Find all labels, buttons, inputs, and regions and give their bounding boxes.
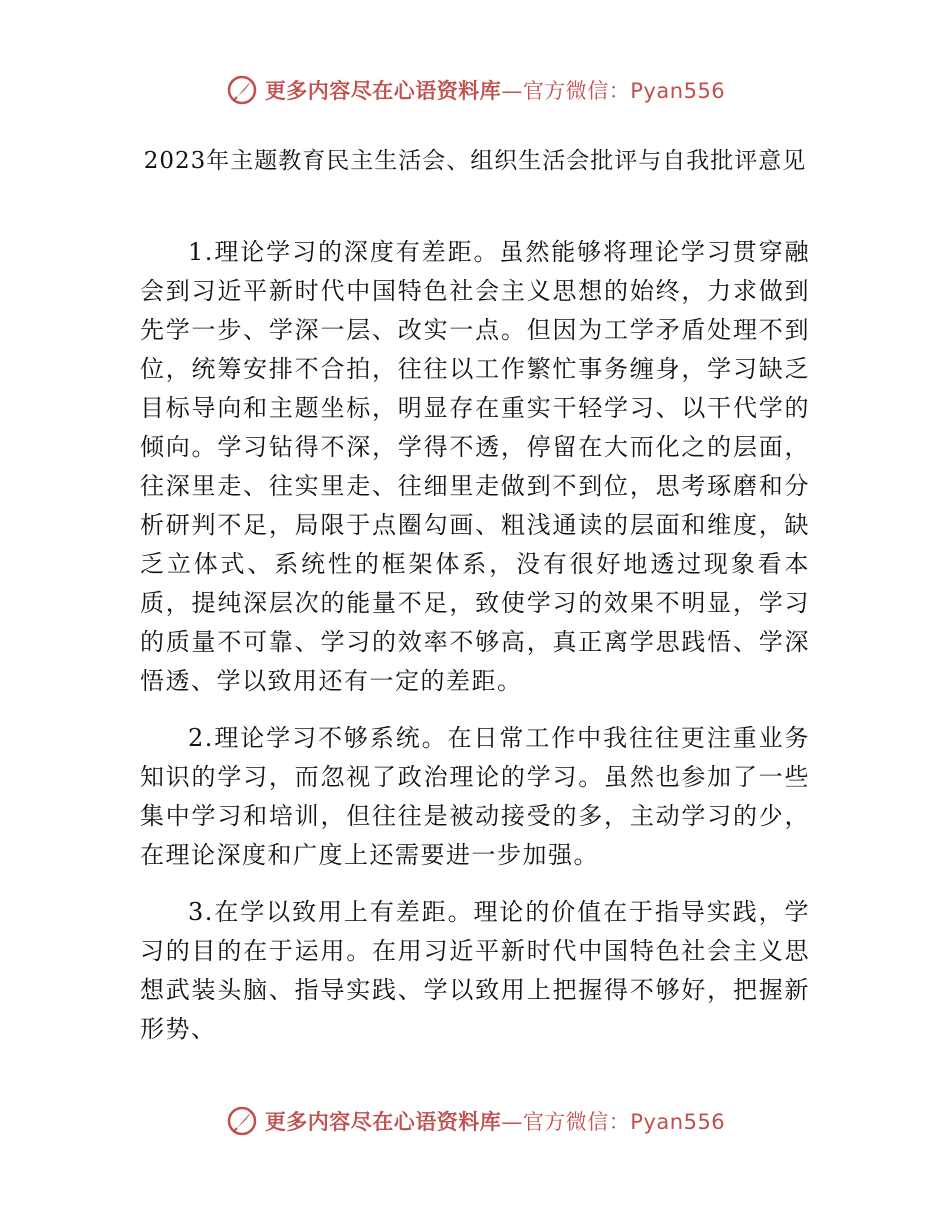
watermark-contact: —官方微信：Pyan556 (501, 79, 726, 103)
watermark-brand: 更多内容尽在心语资料库 (264, 79, 502, 103)
watermark-text (265, 1106, 725, 1136)
document-body (140, 233, 810, 1067)
quill-logo-icon (225, 73, 259, 107)
watermark-text (265, 75, 725, 105)
header-watermark (0, 70, 950, 110)
paragraph-1: 1.理论学习的深度有差距。虽然能够将理论学习贯穿融会到习近平新时代中国特色社会主义思想的始终，力求做到先学一步、学深一层、改实一点。但因为工学矛盾处理不到位，统筹安排不合拍，往往以工作繁忙事务缠身，学习缺乏目标导向和主题坐标，明显存在重实干轻学习、以干代学的倾向。学习钻得不深，学得不透，停留在大而化之的层面，往深里走、往实里走、往细里走做到不到位，思考琢磨和分析研判不足，局限于点圈勾画、粗浅通读的层面和维度，缺乏立体式、系统性的框架体系，没有很好地透过现象看本质，提纯深层次的能量不足，致使学习的效果不明显，学习的质量不可靠、学习的效率不够高，真正离学思践悟、学深悟透、学以致用还有一定的差距。 (140, 238, 810, 695)
quill-logo-icon (225, 1104, 259, 1138)
watermark-contact: —官方微信：Pyan556 (501, 1110, 726, 1134)
document-title: 2023年主题教育民主生活会、组织生活会批评与自我批评意见 (143, 148, 807, 174)
watermark-brand: 更多内容尽在心语资料库 (264, 1110, 502, 1134)
paragraph-2: 2.理论学习不够系统。在日常工作中我往往更注重业务知识的学习，而忽视了政治理论的学习。虽然也参加了一些集中学习和培训，但往往是被动接受的多，主动学习的少，在理论深度和广度上还需要进一步加强。 (140, 724, 810, 869)
paragraph-3: 3.在学以致用上有差距。理论的价值在于指导实践，学习的目的在于运用。在用习近平新时代中国特色社会主义思想武装头脑、指导实践、学以致用上把握得不够好，把握新形势、 (140, 898, 810, 1043)
footer-watermark (0, 1101, 950, 1141)
